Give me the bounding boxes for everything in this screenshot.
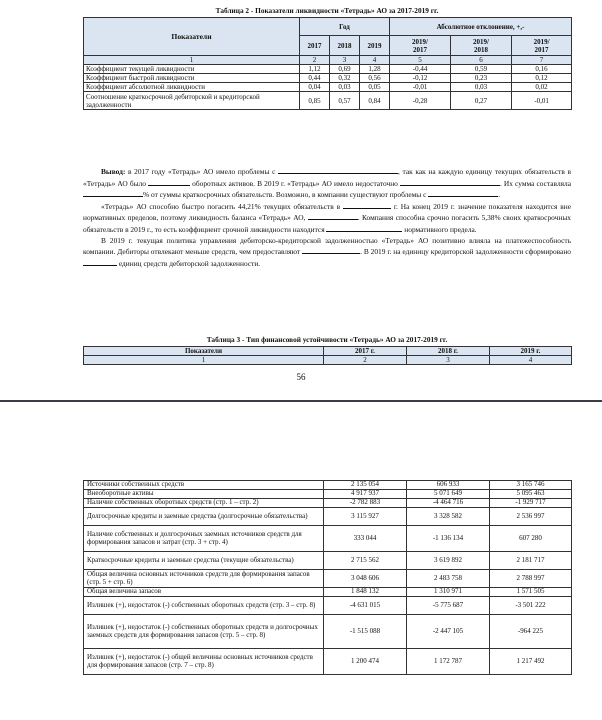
col-num: 4 bbox=[360, 56, 390, 65]
cell-value: 0,32 bbox=[330, 74, 360, 83]
header-indicators: Показатели bbox=[84, 347, 324, 356]
table-row bbox=[84, 552, 572, 570]
col-num: 3 bbox=[407, 356, 490, 365]
cell-value: 0,04 bbox=[300, 83, 330, 92]
cell-value: -0,01 bbox=[390, 83, 451, 92]
col-num: 3 bbox=[330, 56, 360, 65]
col-num: 2 bbox=[324, 356, 407, 365]
header-indicators: Показатели bbox=[84, 18, 300, 56]
row-label: Излишек (+), недостаток (-) собственных оборотных средств и долгосрочных заемных средств для формирования запасов (стр. 5 – стр. 8) bbox=[84, 615, 324, 649]
table-row bbox=[84, 499, 572, 508]
cell-value: -4 631 015 bbox=[324, 597, 407, 615]
cell-value: -964 225 bbox=[490, 615, 572, 649]
table-row bbox=[84, 570, 572, 588]
header-year-2019: 2019 bbox=[360, 36, 390, 56]
paragraph-1: Вывод: в 2017 году «Тетрадь» АО имело проблемы с , так как на каждую единицу текущих обязательств в «Тетрадь» АО было оборотных активов. В 2019 г. «Тетрадь» АО имело недостаточно . Их сумма составляла % от суммы краткосрочных обязательств. Возможно, в компании существуют проблемы с . bbox=[83, 167, 572, 200]
stability-sources-table bbox=[83, 480, 572, 675]
fill-blank bbox=[343, 201, 391, 209]
row-label: Общая величина запасов bbox=[84, 588, 324, 597]
cell-value: 606 933 bbox=[407, 481, 490, 490]
cell-value: 1 217 492 bbox=[490, 649, 572, 675]
cell-value: 2 536 997 bbox=[490, 508, 572, 526]
cell-value: 2 788 997 bbox=[490, 570, 572, 588]
cell-value: 3 048 606 bbox=[324, 570, 407, 588]
fill-blank bbox=[278, 166, 398, 174]
cell-value: 333 044 bbox=[324, 526, 407, 552]
header-dev-3: 2019/ 2017 bbox=[512, 36, 572, 56]
table-row bbox=[84, 508, 572, 526]
fill-blank bbox=[308, 212, 358, 220]
table-row bbox=[84, 588, 572, 597]
column-number-row bbox=[84, 56, 572, 65]
cell-value: 1,28 bbox=[360, 65, 390, 74]
cell-value: 5 095 463 bbox=[490, 490, 572, 499]
header-dev-1: 2019/ 2017 bbox=[390, 36, 451, 56]
stability-type-table-header bbox=[83, 346, 572, 365]
row-label: Коэффициент абсолютной ликвидности bbox=[84, 83, 300, 92]
fill-blank bbox=[400, 178, 500, 186]
row-label: Наличие собственных и долгосрочных заемных источников средств для формирования запасов и затрат (стр. 3 + стр. 4) bbox=[84, 526, 324, 552]
page-divider bbox=[0, 400, 602, 402]
cell-value: 0,84 bbox=[360, 92, 390, 110]
liquidity-table bbox=[83, 17, 572, 110]
table-row bbox=[84, 74, 572, 83]
cell-value: -4 464 716 bbox=[407, 499, 490, 508]
cell-value: 2 483 758 bbox=[407, 570, 490, 588]
cell-value: 5 071 649 bbox=[407, 490, 490, 499]
cell-value: -0,28 bbox=[390, 92, 451, 110]
header-abs-deviation: Абсолютное отклонение, +,- bbox=[390, 18, 572, 36]
paragraph-2: «Тетрадь» АО способно быстро погасить 44,21% текущих обязательств в г. На конец 2019 г. значение показателя находится вне нормативных пределов, поэтому ликвидность баланса «Тетрадь» АО, . Компания способна срочно погасить 5,38% своих краткосрочных обязательств в 2019 г., то есть коэффициент срочной ликвидности находится нормативного предела. bbox=[83, 201, 571, 234]
col-num: 7 bbox=[512, 56, 572, 65]
cell-value: 1,12 bbox=[300, 65, 330, 74]
row-label: Внеоборотные активы bbox=[84, 490, 324, 499]
cell-value: 1 310 971 bbox=[407, 588, 490, 597]
cell-value: 607 280 bbox=[490, 526, 572, 552]
cell-value: 0,16 bbox=[512, 65, 572, 74]
table-row bbox=[84, 649, 572, 675]
header-2017: 2017 г. bbox=[324, 347, 407, 356]
fill-blank bbox=[83, 258, 117, 266]
col-num: 4 bbox=[490, 356, 572, 365]
table-row bbox=[84, 83, 572, 92]
cell-value: 2 715 562 bbox=[324, 552, 407, 570]
cell-value: -3 501 222 bbox=[490, 597, 572, 615]
table-row bbox=[84, 65, 572, 74]
row-label: Излишек (+), недостаток (-) общей величины основных источников средств для формирования запасов (стр. 7 – стр. 8) bbox=[84, 649, 324, 675]
col-num: 1 bbox=[84, 356, 324, 365]
table3-title: Таблица 3 - Тип финансовой устойчивости «Тетрадь» АО за 2017-2019 гг. bbox=[206, 335, 448, 344]
cell-value: 0,02 bbox=[512, 83, 572, 92]
row-label: Краткосрочные кредиты и заемные средства (текущие обязательства) bbox=[84, 552, 324, 570]
table-row bbox=[84, 615, 572, 649]
row-label: Наличие собственных оборотных средств (стр. 1 – стр. 2) bbox=[84, 499, 324, 508]
table-row bbox=[84, 526, 572, 552]
document-page-57 bbox=[0, 410, 602, 720]
cell-value: -0,44 bbox=[390, 65, 451, 74]
cell-value: 0,56 bbox=[360, 74, 390, 83]
cell-value: 0,03 bbox=[451, 83, 512, 92]
header-2019: 2019 г. bbox=[490, 347, 572, 356]
row-label: Коэффициент быстрой ликвидности bbox=[84, 74, 300, 83]
col-num: 5 bbox=[390, 56, 451, 65]
page-number: 56 bbox=[296, 372, 306, 382]
cell-value: 3 165 746 bbox=[490, 481, 572, 490]
cell-value: 2 181 717 bbox=[490, 552, 572, 570]
cell-value: 0,05 bbox=[360, 83, 390, 92]
conclusion-text bbox=[83, 166, 571, 269]
cell-value: 3 619 892 bbox=[407, 552, 490, 570]
cell-value: 0,12 bbox=[512, 74, 572, 83]
cell-value: 0,85 bbox=[300, 92, 330, 110]
header-year-2018: 2018 bbox=[330, 36, 360, 56]
table-row bbox=[84, 481, 572, 490]
cell-value: 1 571 505 bbox=[490, 588, 572, 597]
cell-value: 1 172 787 bbox=[407, 649, 490, 675]
cell-value: 0,44 bbox=[300, 74, 330, 83]
fill-blank bbox=[326, 224, 402, 232]
fill-blank bbox=[302, 246, 360, 254]
row-label: Общая величина основных источников средств для формирования запасов (стр. 5 + стр. 6) bbox=[84, 570, 324, 588]
row-label: Источники собственных средств bbox=[84, 481, 324, 490]
header-2018: 2018 г. bbox=[407, 347, 490, 356]
cell-value: 3 115 927 bbox=[324, 508, 407, 526]
header-dev-2: 2019/ 2018 bbox=[451, 36, 512, 56]
header-year-2017: 2017 bbox=[300, 36, 330, 56]
paragraph-3: В 2019 г. текущая политика управления дебиторско-кредиторской задолженностью «Тетрадь» АО позитивно влияла на платежеспособность компании. Дебиторы отвлекают меньше средств, чем предоставляют . В 2019 г. на единицу кредиторской задолженности сформировано единиц средств дебиторской задолженности. bbox=[83, 235, 571, 268]
cell-value: -0,01 bbox=[512, 92, 572, 110]
col-num: 1 bbox=[84, 56, 300, 65]
cell-value: 0,57 bbox=[330, 92, 360, 110]
table-row bbox=[84, 92, 572, 110]
fill-blank bbox=[83, 189, 143, 197]
table-row bbox=[84, 490, 572, 499]
fill-blank bbox=[148, 178, 190, 186]
cell-value: 0,03 bbox=[330, 83, 360, 92]
cell-value: -0,12 bbox=[390, 74, 451, 83]
cell-value: -1 929 717 bbox=[490, 499, 572, 508]
page-break bbox=[0, 392, 602, 402]
conclusion-label: Вывод: bbox=[101, 167, 126, 176]
cell-value: -1 515 088 bbox=[324, 615, 407, 649]
fill-blank bbox=[428, 189, 498, 197]
table-row bbox=[84, 597, 572, 615]
col-num: 6 bbox=[451, 56, 512, 65]
cell-value: 1 200 474 bbox=[324, 649, 407, 675]
cell-value: 4 917 937 bbox=[324, 490, 407, 499]
cell-value: 0,59 bbox=[451, 65, 512, 74]
row-label: Соотношение краткосрочной дебиторской и кредиторской задолженности bbox=[84, 92, 300, 110]
cell-value: -2 447 105 bbox=[407, 615, 490, 649]
cell-value: -5 775 687 bbox=[407, 597, 490, 615]
row-label: Излишек (+), недостаток (-) собственных оборотных средств (стр. 3 – стр. 8) bbox=[84, 597, 324, 615]
cell-value: 2 135 054 bbox=[324, 481, 407, 490]
table2-title: Таблица 2 - Показатели ликвидности «Тетрадь» АО за 2017-2019 гг. bbox=[215, 6, 439, 15]
header-year: Год bbox=[300, 18, 390, 36]
cell-value: 0,27 bbox=[451, 92, 512, 110]
cell-value: -1 136 134 bbox=[407, 526, 490, 552]
row-label: Коэффициент текущей ликвидности bbox=[84, 65, 300, 74]
cell-value: 1 848 132 bbox=[324, 588, 407, 597]
cell-value: 0,23 bbox=[451, 74, 512, 83]
cell-value: -2 782 883 bbox=[324, 499, 407, 508]
cell-value: 0,69 bbox=[330, 65, 360, 74]
cell-value: 3 328 582 bbox=[407, 508, 490, 526]
row-label: Долгосрочные кредиты и заемные средства (долгосрочные обязательства) bbox=[84, 508, 324, 526]
col-num: 2 bbox=[300, 56, 330, 65]
